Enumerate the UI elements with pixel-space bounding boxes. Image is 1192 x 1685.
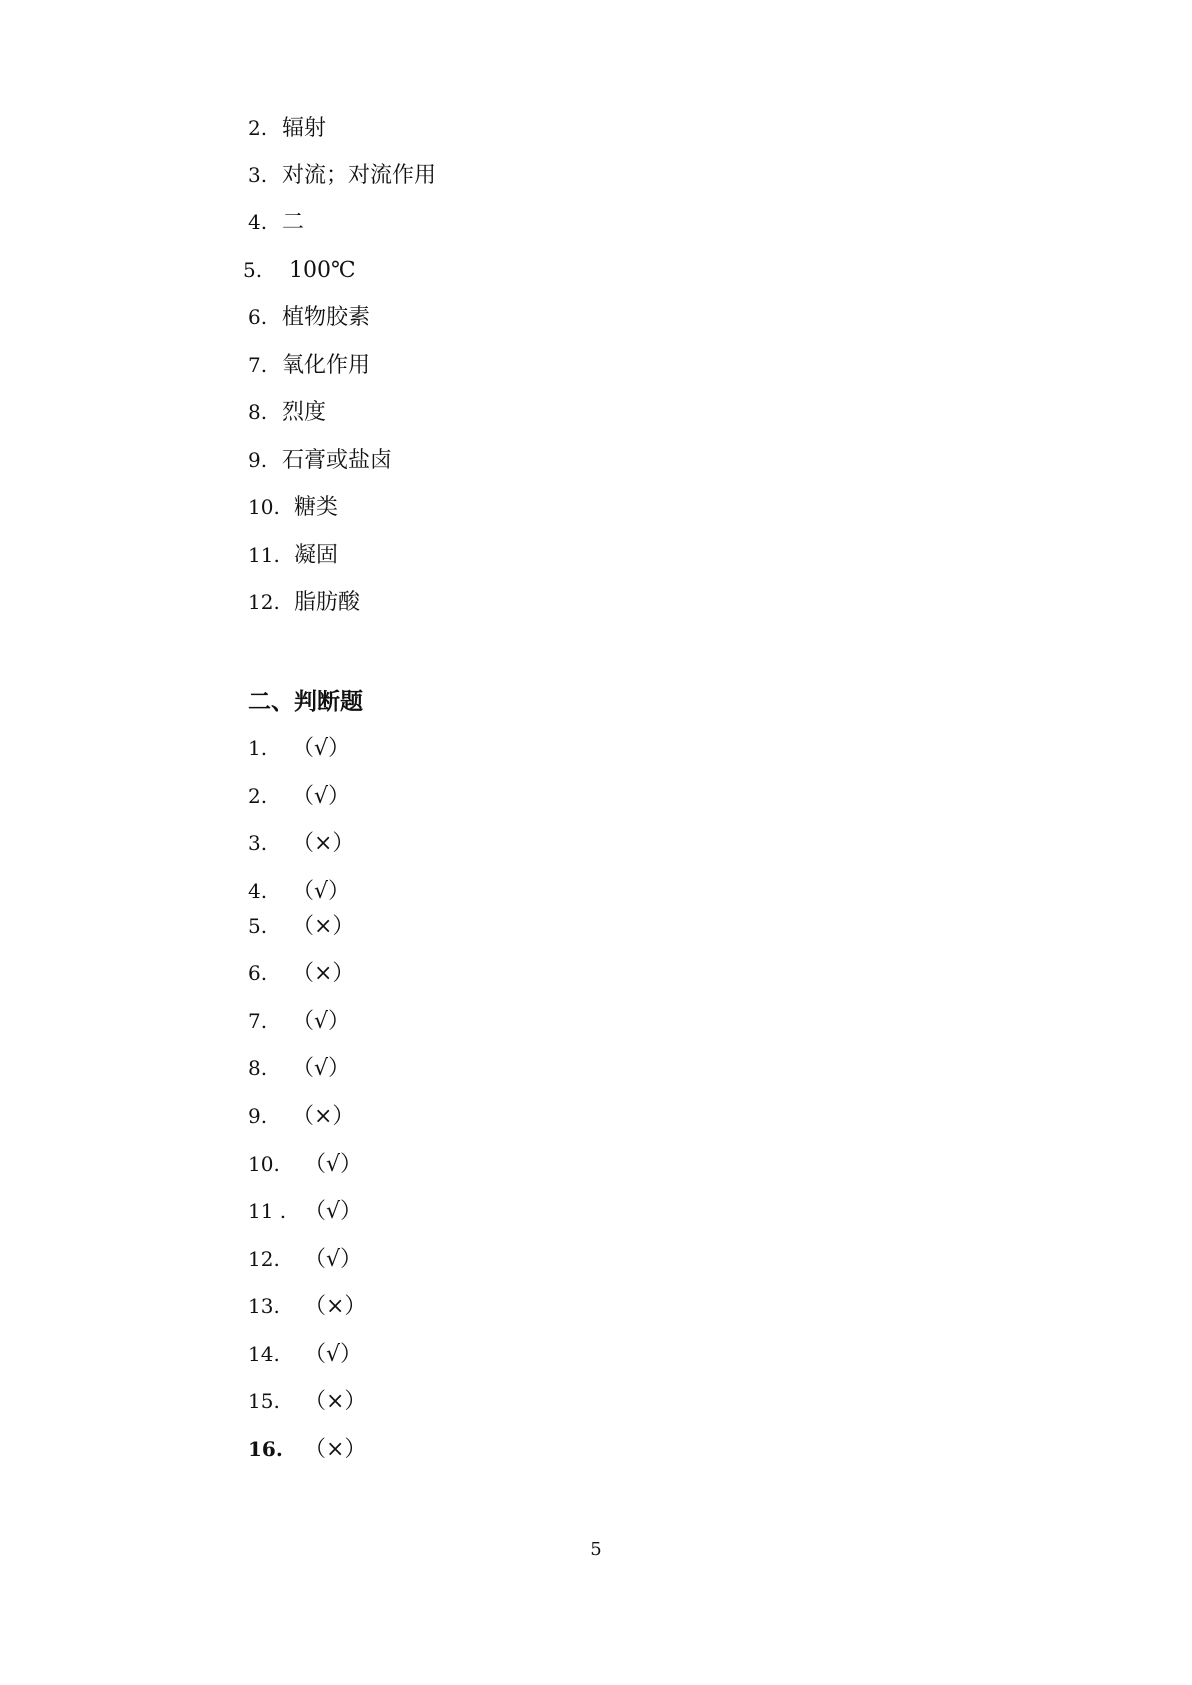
item-answer: （√） bbox=[304, 1199, 363, 1224]
item-answer: 二 bbox=[282, 210, 305, 235]
fill-answer-row bbox=[248, 491, 338, 523]
item-answer: （√） bbox=[292, 736, 351, 761]
item-answer: （×） bbox=[304, 1294, 367, 1319]
judgement-answer-row bbox=[248, 957, 354, 989]
judgement-answer-row bbox=[248, 780, 350, 812]
item-number: 8. bbox=[248, 400, 268, 424]
item-number: 3. bbox=[248, 163, 268, 187]
page-number: 5 bbox=[590, 1539, 602, 1560]
item-number: 12. bbox=[248, 590, 280, 614]
item-answer: （×） bbox=[292, 914, 355, 939]
judgement-answer-row bbox=[248, 910, 354, 942]
item-number: 5. bbox=[243, 258, 263, 282]
item-answer: 石膏或盐卤 bbox=[282, 448, 393, 473]
item-answer: （√） bbox=[304, 1247, 363, 1272]
item-answer: （×） bbox=[292, 831, 355, 856]
judgement-answer-row bbox=[248, 1100, 354, 1132]
judgement-answer-row bbox=[248, 875, 350, 907]
section-heading-judgement: 二、判断题 bbox=[248, 689, 363, 715]
item-number: 8. bbox=[248, 1056, 268, 1080]
item-answer: 烈度 bbox=[282, 400, 327, 425]
item-number: 15. bbox=[248, 1389, 280, 1413]
item-answer: 氧化作用 bbox=[282, 353, 371, 378]
fill-answer-row bbox=[248, 206, 304, 238]
fill-answer-row bbox=[248, 396, 326, 428]
item-answer: 对流；对流作用 bbox=[282, 163, 437, 188]
item-number: 7. bbox=[248, 353, 268, 377]
fill-answer-row bbox=[248, 159, 436, 191]
item-answer: 辐射 bbox=[282, 116, 327, 141]
item-number: 13. bbox=[248, 1294, 280, 1318]
item-number: 3. bbox=[248, 831, 268, 855]
item-answer: （×） bbox=[304, 1389, 367, 1414]
item-answer: （√） bbox=[292, 784, 351, 809]
item-number: 9. bbox=[248, 448, 268, 472]
item-number: 1. bbox=[248, 736, 268, 760]
item-number: 16. bbox=[248, 1437, 283, 1461]
item-number: 2. bbox=[248, 116, 268, 140]
judgement-answer-row bbox=[248, 1290, 366, 1322]
judgement-answer-row bbox=[248, 1005, 350, 1037]
item-number: 10. bbox=[248, 495, 280, 519]
judgement-answer-row bbox=[248, 1052, 350, 1084]
judgement-answer-row bbox=[248, 1338, 362, 1370]
judgement-answer-row bbox=[248, 1385, 366, 1417]
judgement-answer-row bbox=[248, 1433, 366, 1465]
item-answer: 脂肪酸 bbox=[294, 590, 361, 615]
item-answer: 植物胶素 bbox=[282, 305, 371, 330]
item-answer: （√） bbox=[292, 1056, 351, 1081]
item-number: 10. bbox=[248, 1152, 280, 1176]
judgement-answer-row bbox=[248, 1243, 362, 1275]
fill-answer-row bbox=[248, 539, 338, 571]
item-answer: 凝固 bbox=[294, 543, 339, 568]
judgement-answer-row bbox=[248, 732, 350, 764]
fill-answer-row bbox=[248, 301, 370, 333]
fill-answer-row bbox=[248, 444, 392, 476]
item-answer: （√） bbox=[292, 879, 351, 904]
item-answer: （√） bbox=[292, 1009, 351, 1034]
item-answer: （√） bbox=[304, 1152, 363, 1177]
item-number: 11 . bbox=[248, 1199, 287, 1223]
item-number: 9. bbox=[248, 1104, 268, 1128]
fill-answer-row bbox=[243, 254, 356, 286]
item-answer: （×） bbox=[292, 1104, 355, 1129]
fill-answer-row bbox=[248, 586, 360, 618]
item-number: 2. bbox=[248, 784, 268, 808]
fill-answer-row bbox=[248, 349, 370, 381]
item-number: 7. bbox=[248, 1009, 268, 1033]
item-answer: （×） bbox=[304, 1437, 367, 1462]
item-answer: （×） bbox=[292, 961, 355, 986]
item-number: 4. bbox=[248, 879, 268, 903]
judgement-answer-row bbox=[248, 1148, 362, 1180]
judgement-answer-row bbox=[248, 1195, 362, 1227]
item-number: 14. bbox=[248, 1342, 280, 1366]
item-number: 11. bbox=[248, 543, 280, 567]
item-number: 12. bbox=[248, 1247, 280, 1271]
fill-answer-row bbox=[248, 112, 326, 144]
item-number: 4. bbox=[248, 210, 268, 234]
judgement-answer-row bbox=[248, 827, 354, 859]
item-number: 5. bbox=[248, 914, 268, 938]
item-answer: （√） bbox=[304, 1342, 363, 1367]
item-number: 6. bbox=[248, 305, 268, 329]
item-answer: 糖类 bbox=[294, 495, 339, 520]
item-number: 6. bbox=[248, 961, 268, 985]
item-answer: 100℃ bbox=[289, 258, 356, 283]
